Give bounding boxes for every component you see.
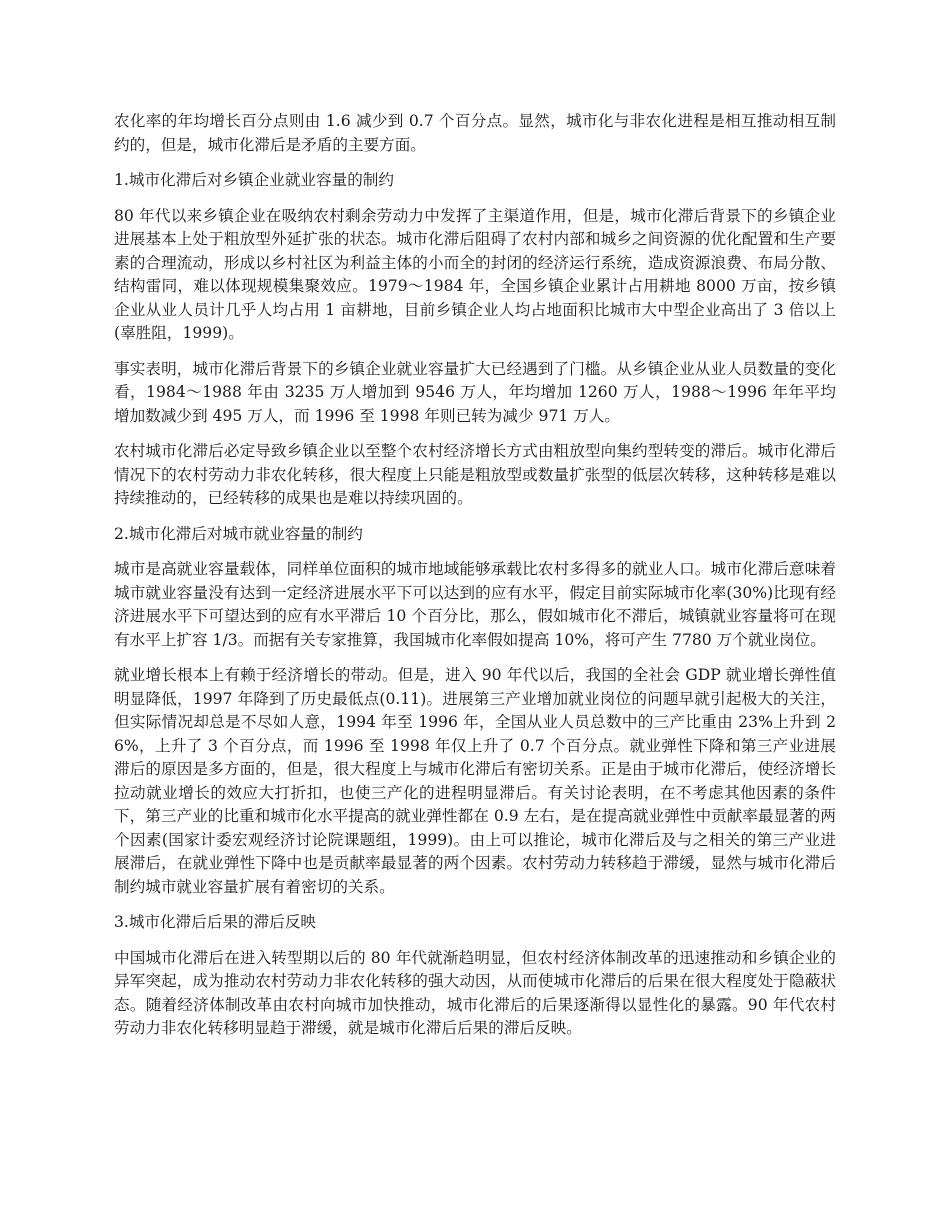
section-heading-3: 3.城市化滞后后果的滞后反映 (114, 913, 317, 931)
paragraph-employment-elasticity: 就业增长根本上有赖于经济增长的带动。但是，进入 90 年代以后，我国的全社会 GDP 就业增长弹性值明显降低，1997 年降到了历史最低点(0.11)。进展第三产业增加就业岗位的问题早就引起极大的关注，但实际情况却总是不尽如人意，1994 年至 1996 年，全国从业人员总数中的三产比重由 23%上升到 26%，上升了 3 个百分点，而 1996 至 1998 年仅上升了 0.7 个百分点。就业弹性下降和第三产业进展滞后的原因是多方面的，但是，很大程度上与城市化滞后有密切关系。正是由于城市化滞后，使经济增长拉动就业增长的效应大打折扣，也使三产化的进程明显滞后。有关讨论表明，在不考虑其他因素的条件下，第三产业的比重和城市化水平提高的就业弹性都在 0.9 左右，是在提高就业弹性中贡献率最显著的两个因素(国家计委宏观经济讨论院课题组，1999)。由上可以推论，城市化滞后及与之相关的第三产业进展滞后，在就业弹性下降中也是贡献率最显著的两个因素。农村劳动力转移趋于滞缓，显然与城市化滞后制约城市就业容量扩展有着密切的关系。 (114, 666, 836, 896)
document-body (114, 110, 836, 1053)
section-heading-2: 2.城市化滞后对城市就业容量的制约 (114, 524, 363, 543)
paragraph-employment-threshold: 事实表明，城市化滞后背景下的乡镇企业就业容量扩大已经遇到了门槛。从乡镇企业从业人员数量的变化看，1984～1988 年由 3235 万人增加到 9546 万人，年均增加 1260 万人，1988～1996 年年平均增加数减少到 495 万人，而 1996 至 1998 年则已转为减少 971 万人。 (114, 359, 836, 425)
paragraph-growth-mode: 农村城市化滞后必定导致乡镇企业以至整个农村经济增长方式由粗放型向集约型转变的滞后。城市化滞后情况下的农村劳动力非农化转移，很大程度上只能是粗放型或数量扩张型的低层次转移，这种转移是难以持续推动的，已经转移的成果也是难以持续巩固的。 (114, 442, 836, 507)
paragraph-intro: 农化率的年均增长百分点则由 1.6 减少到 0.7 个百分点。显然，城市化与非农化进程是相互推动相互制约的，但是，城市化滞后是矛盾的主要方面。 (114, 112, 836, 154)
paragraph-township-enterprises: 80 年代以来乡镇企业在吸纳农村剩余劳动力中发挥了主渠道作用，但是，城市化滞后背景下的乡镇企业进展基本上处于粗放型外延扩张的状态。城市化滞后阻碍了农村内部和城乡之间资源的优化配置和生产要素的合理流动，形成以乡村社区为利益主体的小而全的封闭的经济运行系统，造成资源浪费、布局分散、结构雷同，难以体现规模集聚效应。1979～1984 年，全国乡镇企业累计占用耕地 8000 万亩，按乡镇企业从业人员计几乎人均占用 1 亩耕地，目前乡镇企业人均占地面积比城市大中型企业高出了 3 倍以上(辜胜阻，1999)。 (114, 206, 836, 342)
paragraph-urban-capacity: 城市是高就业容量载体，同样单位面积的城市地域能够承载比农村多得多的就业人口。城市化滞后意味着城市就业容量没有达到一定经济进展水平下可以达到的应有水平，假定目前实际城市化率(30%)比现有经济进展水平下可望达到的应有水平滞后 10 个百分比，那么，假如城市化不滞后，城镇就业容量将可在现有水平上扩容 1/3。而据有关专家推算，我国城市化率假如提高 10%，将可产生 7780 万个就业岗位。 (114, 560, 836, 649)
paragraph-lagged-consequences: 中国城市化滞后在进入转型期以后的 80 年代就渐趋明显，但农村经济体制改革的迅速推动和乡镇企业的异军突起，成为推动农村劳动力非农化转移的强大动因，从而使城市化滞后的后果在很大程度处于隐蔽状态。随着经济体制改革由农村向城市加快推动，城市化滞后的后果逐渐得以显性化的暴露。90 年代农村劳动力非农化转移明显趋于滞缓，就是城市化滞后后果的滞后反映。 (114, 948, 836, 1037)
section-heading-1: 1.城市化滞后对乡镇企业就业容量的制约 (114, 171, 394, 189)
